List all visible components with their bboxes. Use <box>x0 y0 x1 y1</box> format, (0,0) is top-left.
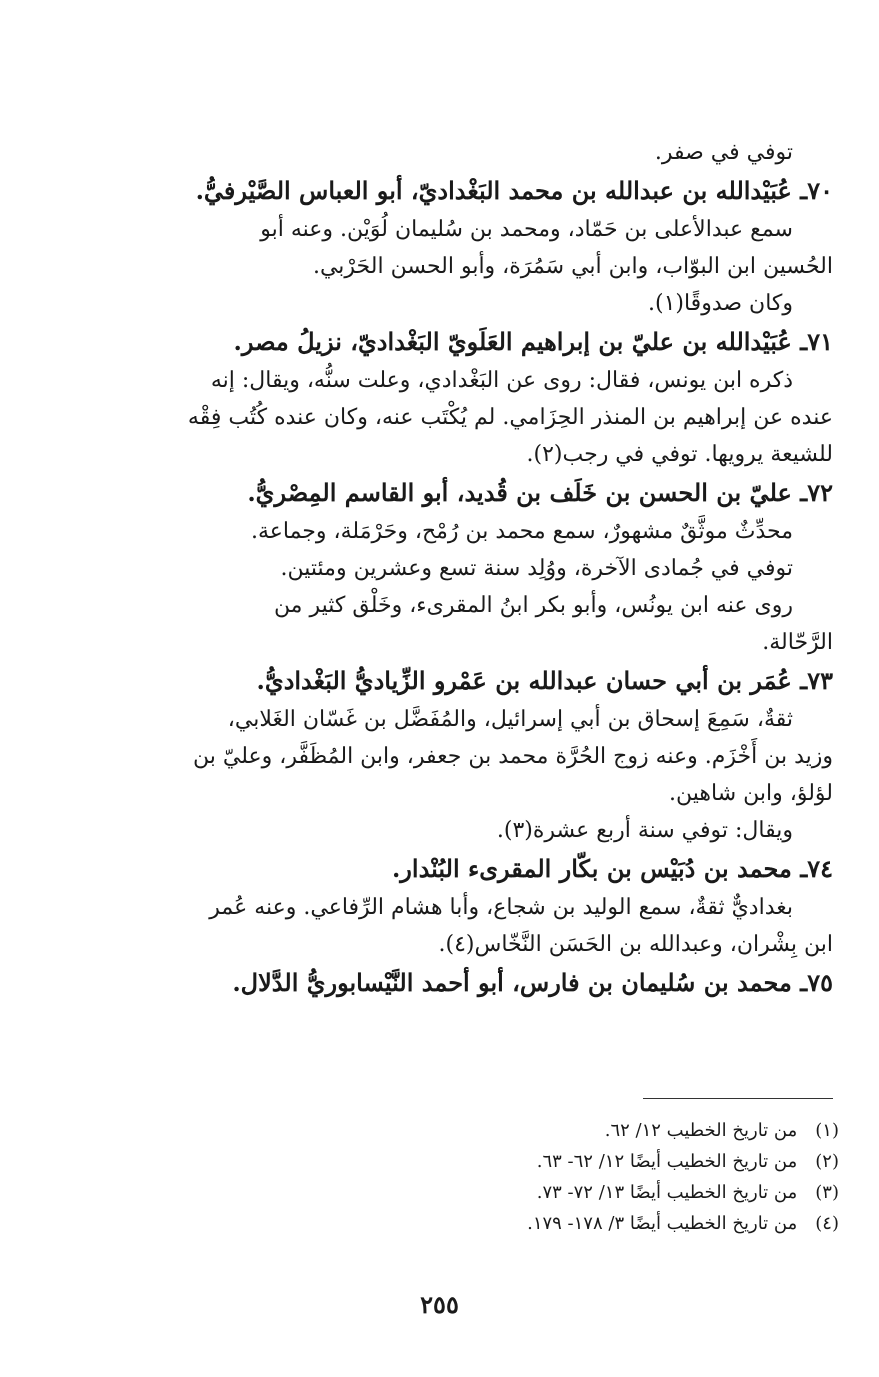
text-line: ابن بِشْران، وعبدالله بن الحَسَن النَّخّاس(٤). <box>438 932 833 957</box>
text-line: سمع عبدالأعلى بن حَمّاد، ومحمد بن سُليمان لُوَيْن. وعنه أبو <box>260 217 793 242</box>
page-number: ٢٥٥ <box>420 1290 459 1319</box>
footnote-item <box>339 1146 839 1177</box>
footnote-text: من تاريخ الخطيب ١٢/ ٦٢. <box>604 1120 798 1141</box>
footnote-item <box>339 1177 839 1208</box>
footnote-number: (٢) <box>815 1151 839 1172</box>
footnote-text: من تاريخ الخطيب أيضًا ٣/ ١٧٨- ١٧٩. <box>527 1213 798 1234</box>
text-line: ثقةٌ، سَمِعَ إسحاق بن أبي إسرائيل، والمُفَضَّل بن غَسّان الغَلابي، <box>227 707 793 732</box>
text-line: للشيعة يرويها. توفي في رجب(٢). <box>526 442 833 467</box>
text-line: محدِّثٌ موثَّقٌ مشهورٌ، سمع محمد بن رُمْح، وحَرْمَلة، وجماعة. <box>250 519 793 544</box>
footnote-item <box>339 1115 839 1146</box>
text-line: وزيد بن أَخْزَم. وعنه زوج الحُرَّة محمد بن جعفر، وابن المُظَفَّر، وعليّ بن <box>193 744 833 769</box>
entry-heading-72: ٧٢ـ عليّ بن الحسن بن خَلَف بن قُديد، أبو القاسم المِصْريُّ. <box>247 478 833 507</box>
entry-heading-74: ٧٤ـ محمد بن دُبَيْس بن بكّار المقرىء البُنْدار. <box>391 854 833 883</box>
main-text <box>118 134 833 1003</box>
footnote-text: من تاريخ الخطيب أيضًا ١٢/ ٦٢- ٦٣. <box>536 1151 798 1172</box>
footnote-text: من تاريخ الخطيب أيضًا ١٣/ ٧٢- ٧٣. <box>536 1182 798 1203</box>
text-line: وكان صدوقًا(١). <box>647 291 793 316</box>
text-line: لؤلؤ، وابن شاهين. <box>669 781 833 806</box>
footnote-divider <box>643 1098 833 1099</box>
entry-heading-71: ٧١ـ عُبَيْدالله بن عليّ بن إبراهيم العَلَويّ البَغْداديّ، نزيلُ مصر. <box>233 327 833 356</box>
text-line: ويقال: توفي سنة أربع عشرة(٣). <box>496 818 793 843</box>
text-line: الرَّحّالة. <box>762 630 833 655</box>
text-line: توفي في جُمادى الآخرة، ووُلِد سنة تسع وعشرين ومئتين. <box>280 556 793 581</box>
footnote-number: (٤) <box>815 1213 839 1234</box>
footnote-item <box>339 1208 839 1239</box>
text-line: بغداديٌّ ثقةٌ، سمع الوليد بن شجاع، وأبا هشام الرِّفاعي. وعنه عُمر <box>209 895 793 920</box>
footnotes <box>339 1115 839 1239</box>
entry-heading-70: ٧٠ـ عُبَيْدالله بن عبدالله بن محمد البَغْداديّ، أبو العباس الصَّيْرفيُّ. <box>195 176 833 205</box>
footnote-number: (١) <box>815 1120 839 1141</box>
entry-heading-75: ٧٥ـ محمد بن سُليمان بن فارس، أبو أحمد النَّيْسابوريُّ الدَّلال. <box>232 968 833 997</box>
text-line: روى عنه ابن يونُس، وأبو بكر ابنُ المقرىء، وخَلْق كثير من <box>273 593 793 618</box>
text-line: عنده عن إبراهيم بن المنذر الحِزَامي. لم يُكْتَب عنه، وكان عنده كُتُب فِقْه <box>187 405 833 430</box>
text-line: الحُسين ابن البوّاب، وابن أبي سَمُرَة، وأبو الحسن الحَرْبي. <box>312 254 833 279</box>
footnote-number: (٣) <box>815 1182 839 1203</box>
entry-heading-73: ٧٣ـ عُمَر بن أبي حسان عبدالله بن عَمْرو الزِّياديُّ البَغْداديُّ. <box>256 666 833 695</box>
text-line: توفي في صفر. <box>654 140 793 165</box>
text-line: ذكره ابن يونس، فقال: روى عن البَغْدادي، وعلت سنُّه، ويقال: إنه <box>210 368 793 393</box>
